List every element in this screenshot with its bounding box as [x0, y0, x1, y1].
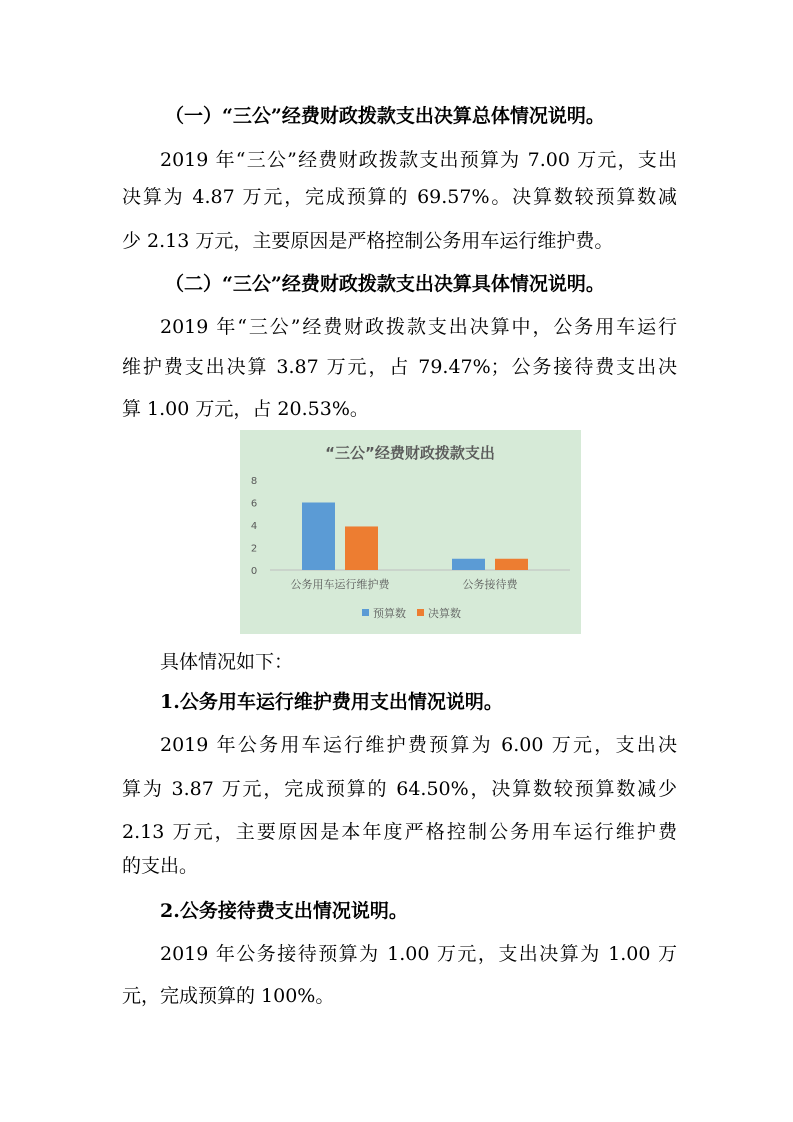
- item1-line-4: 的支出。: [122, 855, 199, 877]
- section2-line-1: 2019 年“三公”经费财政拨款支出决算中，公务用车运行: [160, 316, 677, 338]
- x-tick-label: 公务用车运行维护费: [290, 578, 390, 591]
- section2-line-3: 算 1.00 万元，占 20.53%。: [122, 398, 369, 420]
- chart-title: “三公”经费财政拨款支出: [325, 444, 495, 462]
- item1-line-2: 算为 3.87 万元，完成预算的 64.50%，决算数较预算数减少: [122, 778, 677, 800]
- legend-swatch-0: [362, 609, 369, 616]
- item1-line-1: 2019 年公务用车运行维护费预算为 6.00 万元，支出决: [160, 734, 677, 756]
- legend-label-0: 预算数: [373, 607, 406, 620]
- y-tick-label: 6: [250, 498, 258, 510]
- bar-budget-0: [302, 503, 335, 571]
- item2-line-2: 元，完成预算的 100%。: [122, 985, 335, 1007]
- chart-svg: [240, 430, 581, 634]
- bar-budget-1: [452, 559, 485, 570]
- item1-line-3: 2.13 万元，主要原因是本年度严格控制公务用车运行维护费: [122, 821, 677, 843]
- legend-swatch-1: [417, 609, 424, 616]
- bar-actual-1: [495, 559, 528, 570]
- details-intro: 具体情况如下：: [160, 651, 294, 673]
- section2-heading: （二）“三公”经费财政拨款支出决算具体情况说明。: [165, 273, 605, 295]
- section1-line-1: 2019 年“三公”经费财政拨款支出预算为 7.00 万元，支出: [160, 149, 677, 171]
- y-tick-label: 0: [250, 566, 258, 577]
- item2-line-1: 2019 年公务接待预算为 1.00 万元，支出决算为 1.00 万: [160, 943, 677, 965]
- item1-heading: 1.公务用车运行维护费用支出情况说明。: [160, 691, 503, 713]
- section1-line-3: 少 2.13 万元，主要原因是严格控制公务用车运行维护费。: [122, 230, 614, 252]
- bar-actual-0: [345, 526, 378, 570]
- y-tick-label: 8: [250, 476, 258, 487]
- legend-label-1: 决算数: [428, 607, 461, 620]
- section1-heading: （一）“三公”经费财政拨款支出决算总体情况说明。: [165, 105, 605, 127]
- x-tick-label: 公务接待费: [462, 578, 518, 591]
- item2-heading: 2.公务接待费支出情况说明。: [160, 900, 408, 922]
- section2-line-2: 维护费支出决算 3.87 万元，占 79.47%；公务接待费支出决: [122, 356, 677, 378]
- y-tick-label: 2: [250, 543, 258, 555]
- expenditure-chart: [240, 430, 581, 634]
- y-tick-label: 4: [250, 521, 258, 532]
- section1-line-2: 决算为 4.87 万元，完成预算的 69.57%。决算数较预算数减: [122, 186, 677, 208]
